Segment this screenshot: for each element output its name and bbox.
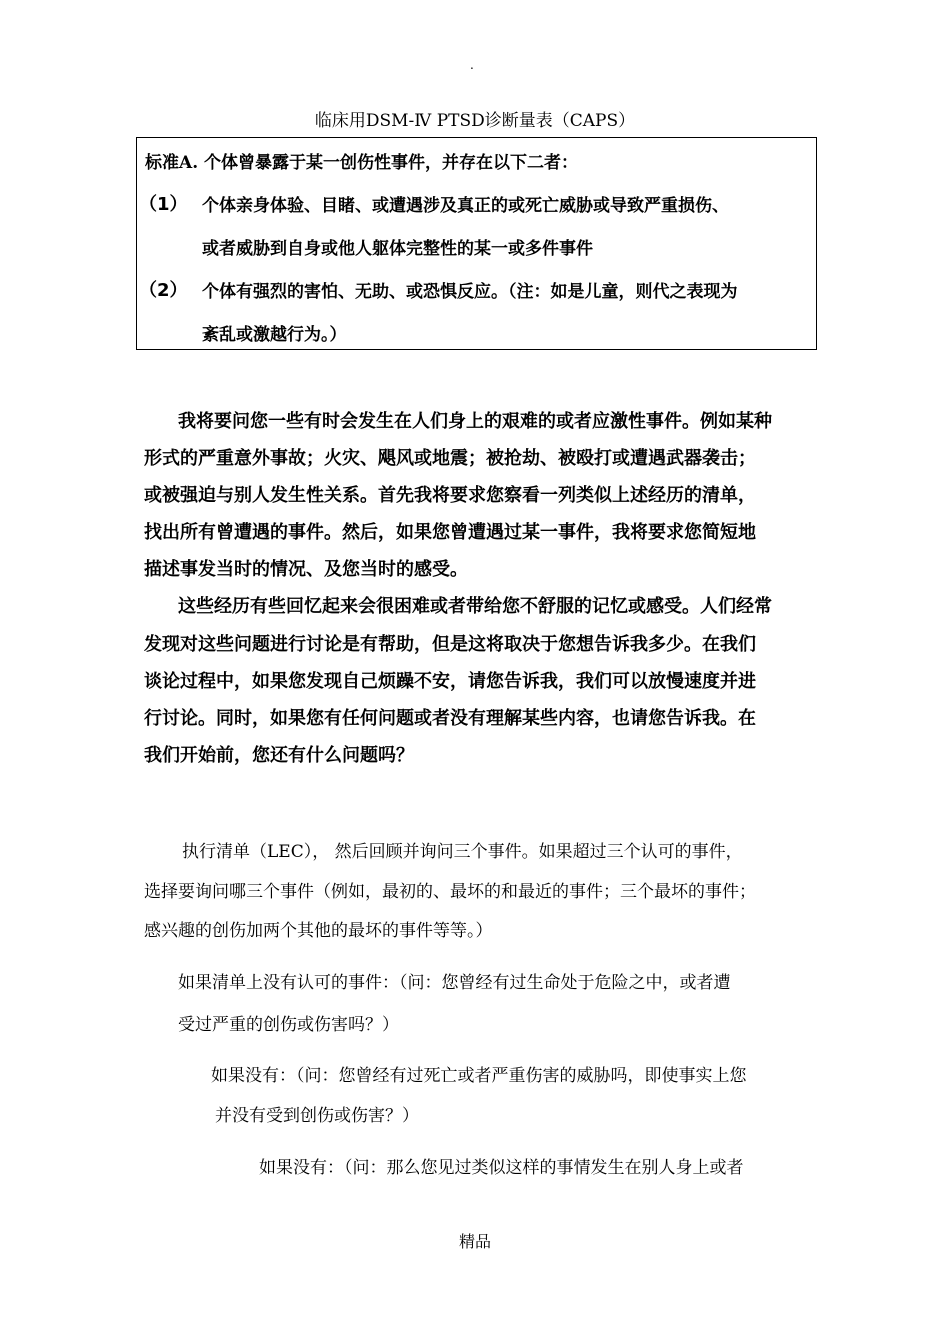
intro-line: 我将要问您一些有时会发生在人们身上的艰难的或者应激性事件。例如某种 [178,411,772,432]
criterion-item-number: （1） [139,194,188,215]
intro-line: 形式的严重意外事故；火灾、飓风或地震；被抢劫、被殴打或遭遇武器袭击； [144,448,756,469]
instruction-line: 如果没有：（问：那么您见过类似这样的事情发生在别人身上或者 [259,1158,744,1178]
criterion-item-line: 或者威胁到自身或他人躯体完整性的某一或多件事件 [202,239,593,259]
intro-line: 谈论过程中，如果您发现自己烦躁不安，请您告诉我，我们可以放慢速度并进 [144,671,756,692]
intro-line: 或被强迫与别人发生性关系。首先我将要求您察看一列类似上述经历的清单， [144,485,756,506]
instruction-line: 并没有受到创伤或伤害？） [215,1106,419,1126]
criterion-item-number: （2） [139,280,188,301]
instruction-line: 感兴趣的创伤加两个其他的最坏的事件等等。） [144,921,493,941]
instruction-line: 如果清单上没有认可的事件：（问：您曾经有过生命处于危险之中，或者遭 [178,973,731,993]
intro-line: 行讨论。同时，如果您有任何问题或者没有理解某些内容，也请您告诉我。在 [144,708,756,729]
page-title: 临床用DSM-Ⅳ PTSD诊断量表（CAPS） [314,111,636,131]
intro-line: 找出所有曾遭遇的事件。然后，如果您曾遭遇过某一事件，我将要求您简短地 [144,522,756,543]
intro-line: 这些经历有些回忆起来会很困难或者带给您不舒服的记忆或感受。人们经常 [178,596,772,617]
page-header-dot: . [470,58,474,72]
criterion-heading: 标准A. 个体曾暴露于某一创伤性事件，并存在以下二者： [145,153,579,173]
criterion-a-box [136,137,817,350]
instruction-line: 如果没有：（问：您曾经有过死亡或者严重伤害的威胁吗，即使事实上您 [211,1066,747,1086]
instruction-line: 选择要询问哪三个事件（例如，最初的、最坏的和最近的事件；三个最坏的事件； [144,882,756,902]
criterion-item-line: 个体有强烈的害怕、无助、或恐惧反应。（注：如是儿童，则代之表现为 [202,282,738,302]
intro-line: 我们开始前，您还有什么问题吗？ [144,745,414,766]
instruction-line: 受过严重的创伤或伤害吗？） [178,1015,399,1035]
instruction-line: 执行清单（LEC）， 然后回顾并询问三个事件。如果超过三个认可的事件， [182,842,743,862]
intro-line: 发现对这些问题进行讨论是有帮助，但是这将取决于您想告诉我多少。在我们 [144,634,756,655]
criterion-item-line: 个体亲身体验、目睹、或遭遇涉及真正的或死亡威胁或导致严重损伤、 [202,196,729,216]
intro-line: 描述事发当时的情况、及您当时的感受。 [144,559,468,580]
criterion-item-line: 紊乱或激越行为。） [202,325,347,345]
page-footer: 精品 [458,1232,491,1251]
